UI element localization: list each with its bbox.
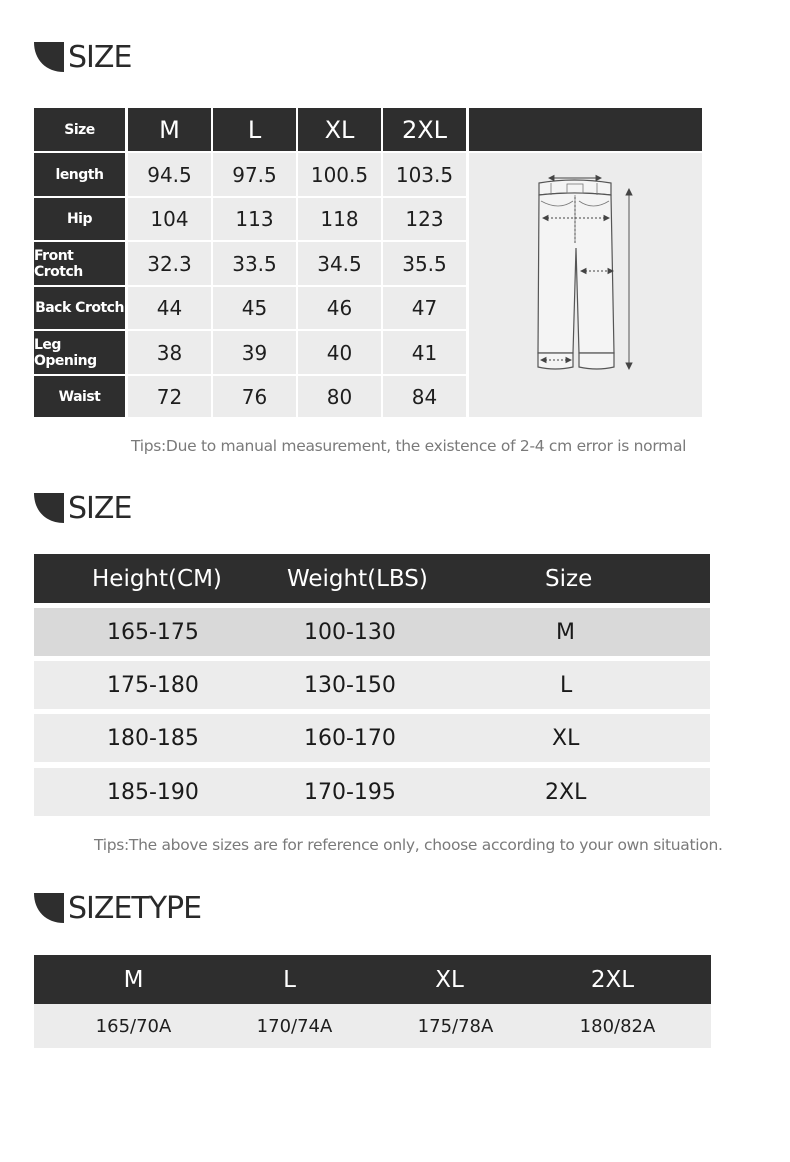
size-cell: L (560, 672, 573, 698)
value-cell: 35.5 (383, 242, 466, 285)
section2-title-text: SIZE (68, 490, 132, 526)
table-row (34, 661, 710, 709)
value-cell: 72 (128, 376, 211, 417)
section1-title-text: SIZE (68, 39, 132, 75)
header-height: Height(CM) (92, 565, 222, 592)
section3-title (34, 891, 201, 925)
section-marker-icon (34, 893, 64, 923)
row-label-leg-opening: Leg Opening (34, 331, 125, 374)
row-label-hip: Hip (34, 198, 125, 240)
pants-diagram-icon (469, 153, 702, 417)
table-row (34, 714, 710, 762)
value-cell: 44 (128, 287, 211, 329)
section1-title (34, 40, 131, 74)
sizetype-header-row (34, 955, 711, 1004)
value-cell: 40 (298, 331, 381, 374)
row-label-length: length (34, 153, 125, 196)
value-cell: 118 (298, 198, 381, 240)
value-cell: 94.5 (128, 153, 211, 196)
sizetype-header-l: L (283, 966, 296, 993)
height-cell: 165-175 (107, 619, 199, 645)
value-cell: 39 (213, 331, 296, 374)
value-cell: 33.5 (213, 242, 296, 285)
sizetype-header-xl: XL (435, 966, 464, 993)
sizetype-values-row (34, 1004, 711, 1048)
value-cell: 97.5 (213, 153, 296, 196)
height-weight-header-row (34, 554, 710, 603)
weight-cell: 160-170 (304, 725, 396, 751)
sizetype-value: 165/70A (95, 1015, 172, 1037)
section-marker-icon (34, 42, 64, 72)
header-weight: Weight(LBS) (287, 565, 428, 592)
table-row (34, 608, 710, 656)
size-cell: XL (552, 725, 580, 751)
pants-diagram-panel (469, 153, 702, 417)
size-header-2xl: 2XL (383, 108, 466, 151)
weight-cell: 170-195 (304, 779, 396, 805)
row-label-front-crotch: Front Crotch (34, 242, 125, 285)
section-marker-icon (34, 493, 64, 523)
height-cell: 180-185 (107, 725, 199, 751)
value-cell: 104 (128, 198, 211, 240)
sizetype-value: 175/78A (417, 1015, 494, 1037)
value-cell: 46 (298, 287, 381, 329)
size-label-cell: Size (34, 108, 125, 151)
row-label-waist: Waist (34, 376, 125, 417)
value-cell: 76 (213, 376, 296, 417)
value-cell: 47 (383, 287, 466, 329)
value-cell: 84 (383, 376, 466, 417)
section2-title (34, 491, 131, 525)
size-cell: 2XL (545, 779, 587, 805)
size-cell: M (556, 619, 575, 645)
sizetype-header-m: M (123, 966, 144, 993)
sizetype-header-2xl: 2XL (590, 966, 635, 993)
weight-cell: 130-150 (304, 672, 396, 698)
size-header-l: L (213, 108, 296, 151)
weight-cell: 100-130 (304, 619, 396, 645)
header-blank-cell (469, 108, 702, 151)
size-header-m: M (128, 108, 211, 151)
row-label-back-crotch: Back Crotch (34, 287, 125, 329)
section2-tip: Tips:The above sizes are for reference only, choose according to your own situation. (94, 836, 723, 854)
table-row (34, 768, 710, 816)
value-cell: 38 (128, 331, 211, 374)
value-cell: 41 (383, 331, 466, 374)
header-size: Size (545, 565, 593, 592)
value-cell: 45 (213, 287, 296, 329)
size-header-xl: XL (298, 108, 381, 151)
section3-title-text: SIZETYPE (68, 890, 202, 926)
value-cell: 80 (298, 376, 381, 417)
height-cell: 185-190 (107, 779, 199, 805)
value-cell: 100.5 (298, 153, 381, 196)
value-cell: 32.3 (128, 242, 211, 285)
value-cell: 123 (383, 198, 466, 240)
value-cell: 113 (213, 198, 296, 240)
section1-tip: Tips:Due to manual measurement, the existence of 2-4 cm error is normal (131, 437, 687, 455)
height-cell: 175-180 (107, 672, 199, 698)
value-cell: 34.5 (298, 242, 381, 285)
value-cell: 103.5 (383, 153, 466, 196)
sizetype-value: 170/74A (256, 1015, 333, 1037)
sizetype-value: 180/82A (579, 1015, 656, 1037)
